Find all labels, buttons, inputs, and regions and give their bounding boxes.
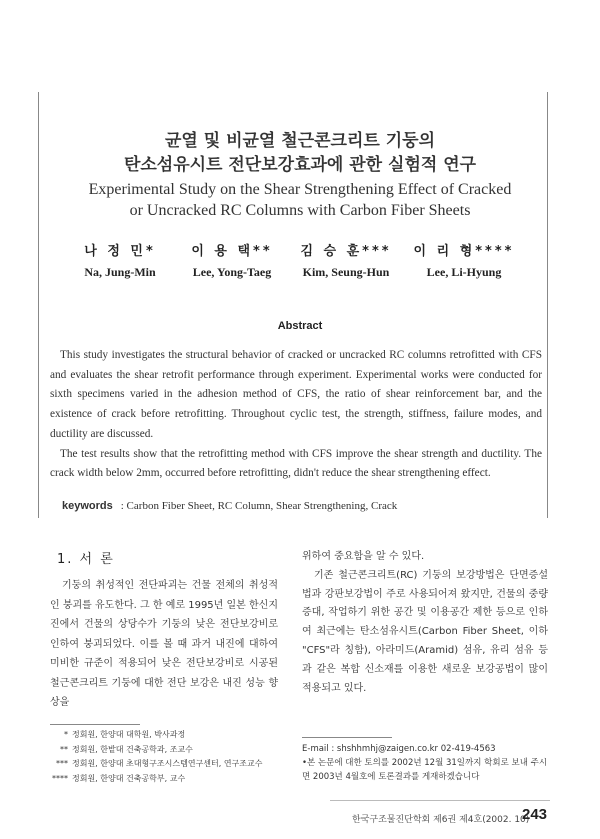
abstract-paragraph: This study investigates the structural behavior of cracked or uncracked RC columns retrofitted with CFS and evaluates the shear retrofit performance through experiment. Experimental works were conducted for sixth specimens varied in the adhesion method of CFS, the ratio of shear reinforcement bar, and the existence of crack before retrofitting. Throughout cyclic test, the strength, stiffness, failure modes, and ductility are discussed. [50,349,542,440]
author-name-ko: 나 정 민* [84,244,156,259]
keywords-line [62,500,542,512]
body-right-column [302,548,548,698]
author-name-ko: 이 리 형**** [413,244,515,259]
footnote: * 정회원, 한양대 대학원, 박사과정 [64,730,186,739]
keywords-label: keywords [62,500,113,512]
footnote: *** 정회원, 한양대 초대형구조시스템연구센터, 연구조교수 [56,759,263,768]
author-footnotes [50,728,290,786]
intro-paragraph-continuation: 위하여 중요함을 알 수 있다. [302,551,425,562]
author-name-ko: 김 승 훈*** [300,244,392,259]
author-name-en: Lee, Yong-Taeg [192,265,272,279]
footer-divider [330,800,550,801]
author-name-en: Lee, Li-Hyung [426,265,502,279]
abstract-heading: Abstract [277,320,323,332]
intro-paragraph-left: 기둥의 취성적인 전단파괴는 건물 전체의 취성적인 붕괴를 유도한다. 그 한 예로 1995년 일본 한신지진에서 건물의 상당수가 기둥의 낮은 전단보강비로 인하여 붕괴되었다. 이를 볼 때 과거 내진에 대하여 미비한 규준이 적용되어 낮은 전단보강비로 시공된 철근콘크리트 기둥에 대한 전단 보강은 내진 성능 향상을 [50,580,278,708]
author-name-en: Kim, Seung-Hun [302,265,390,279]
contact-divider [302,737,392,738]
body-left-column [50,576,278,713]
keywords-text: : Carbon Fiber Sheet, RC Column, Shear Strengthening, Crack [120,500,398,512]
author-3 [286,240,406,280]
page-number: 243 [522,806,548,823]
intro-paragraph-right: 기존 철근콘크리트(RC) 기둥의 보강방법은 단면증설법과 강판보강법이 주로 사용되어져 왔지만, 건물의 중량 증대, 작업하기 위한 공간 및 이용공간 제한 등으로 인하여 최근에는 탄소섬유시트(Carbon Fiber Sheet, 이하 "CFS"라 칭함), 아라미드(Aramid) 섬유, 유리 섬유 등과 같은 복합 신소재를 이용한 새로운 보강공법이 많이 적용되고 있다. [302,569,548,694]
title-korean-line-2: 탄소섬유시트 전단보강효과에 관한 실험적 연구 [123,155,477,175]
footnote: ** 정회원, 한밭대 건축공학과, 조교수 [60,744,193,754]
contact-email: E-mail : shshhmhj@zaigen.co.kr 02-419-4563 [302,744,496,754]
abstract-body [50,346,542,484]
author-4 [404,240,524,280]
discussion-note: •본 논문에 대한 토의를 2002년 12월 31일까지 학회로 보내 주시면 2003년 4월호에 토론결과를 게재하겠습니다 [302,758,548,782]
author-1 [60,240,180,280]
journal-footer: 한국구조물진단학회 제6권 제4호(2002. 10) [352,815,530,825]
title-english-line-2: or Uncracked RC Columns with Carbon Fiber Sheets [129,202,471,219]
author-2 [172,240,292,280]
footnote: **** 정회원, 한양대 건축공학부, 교수 [52,773,186,783]
title-english-line-1: Experimental Study on the Shear Strengthening Effect of Cracked [88,181,512,198]
contact-block [302,742,550,784]
footnote-divider [50,724,140,725]
author-name-ko: 이 용 택** [191,244,273,259]
author-name-en: Na, Jung-Min [84,265,156,279]
abstract-paragraph: The test results show that the retrofitting method with CFS improve the shear strength and ductility. The crack width below 2mm, occurred before retrofitting, didn't reduce the shear strengthening effect. [50,447,542,480]
title-korean-line-1: 균열 및 비균열 철근콘크리트 기둥의 [164,131,435,151]
section-title: 1. 서 론 [57,552,115,567]
